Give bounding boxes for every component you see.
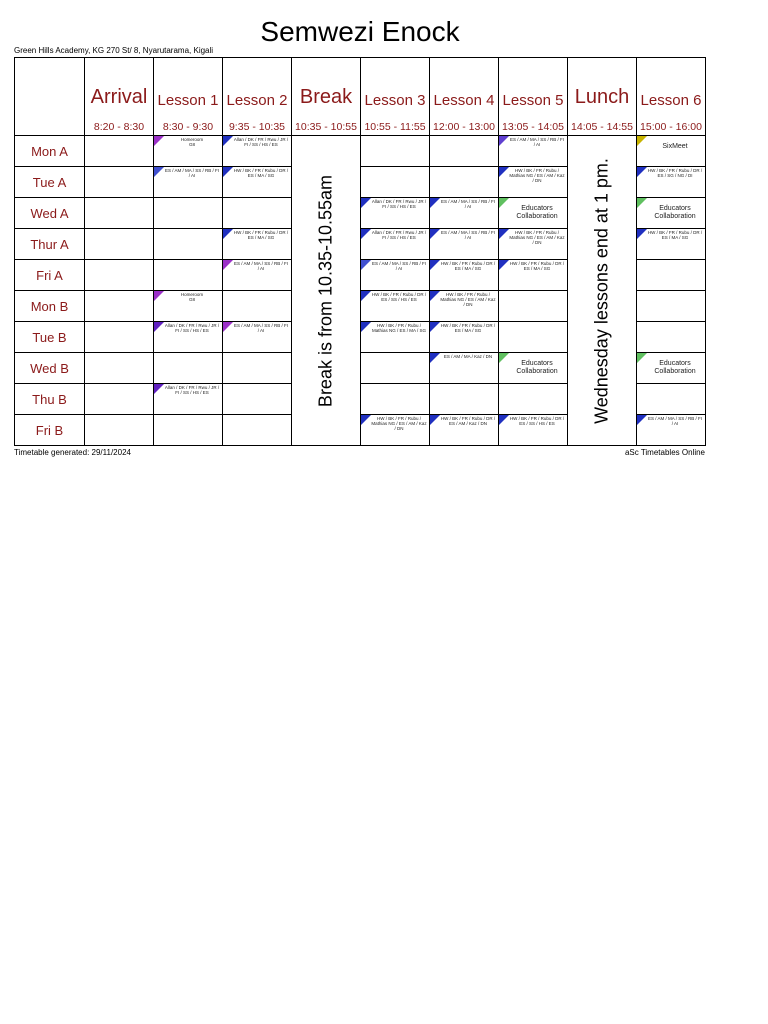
column-name: Lesson 4 [433, 92, 495, 109]
lesson-text: Homeroom G8 [180, 292, 204, 302]
column-header-lesson-3 [361, 58, 430, 136]
lesson-cell[interactable] [637, 353, 706, 384]
lesson-cell[interactable] [154, 291, 223, 322]
lesson-cell[interactable] [361, 291, 430, 322]
day-label: Thur A [15, 229, 85, 260]
lesson-text: HW / BK / FR / Rubu / DR / ES / SG / NG / DI [647, 168, 703, 178]
lesson-cell[interactable] [430, 229, 499, 260]
empty-cell [85, 167, 154, 198]
empty-cell [85, 136, 154, 167]
lesson-text: Educators Collaboration [516, 205, 558, 220]
lesson-cell[interactable] [499, 260, 568, 291]
subject-color-marker [499, 167, 509, 177]
lesson-text: HW / BK / FR / Rubu / DR / ES / MA / SG [440, 261, 496, 271]
school-address: Green Hills Academy, KG 270 St/ 8, Nyarutarama, Kigali [14, 46, 214, 55]
empty-cell [637, 260, 706, 291]
column-name: Lesson 2 [226, 92, 288, 109]
subject-color-marker [223, 322, 233, 332]
lesson-cell[interactable] [361, 198, 430, 229]
subject-color-marker [361, 198, 371, 208]
table-row [15, 136, 706, 167]
lesson-text: ES / AM / MA / SS / RB / FI / AI [440, 230, 495, 240]
lesson-text: HW / BK / FR / Rubu / Mathias NG / ES / AM / Kaz / DN [440, 292, 496, 307]
column-name: Lesson 1 [157, 92, 219, 109]
column-name: Lunch [574, 86, 630, 108]
lesson-cell[interactable] [499, 198, 568, 229]
lesson-cell[interactable] [361, 229, 430, 260]
lesson-cell[interactable] [637, 198, 706, 229]
lesson-cell[interactable] [223, 384, 292, 415]
lesson-cell[interactable] [154, 136, 223, 167]
lesson-text: Allan / DK / FR / Rwu / JR / FI / SS / HS / ES [164, 385, 220, 395]
corner-cell [15, 58, 85, 136]
lesson-cell[interactable] [223, 136, 292, 167]
column-time: 13:05 - 14:05 [502, 121, 564, 133]
lesson-cell[interactable] [223, 229, 292, 260]
subject-color-marker [430, 322, 440, 332]
timetable [14, 57, 706, 446]
column-header-arrival [85, 58, 154, 136]
subject-color-marker [637, 353, 647, 363]
lesson-text: Allan / DK / FR / Rwu / JR / FI / SS / HS / ES [233, 137, 289, 147]
empty-cell [85, 353, 154, 384]
lesson-cell[interactable] [637, 167, 706, 198]
empty-cell [154, 229, 223, 260]
empty-cell [637, 384, 706, 415]
column-time: 15:00 - 16:00 [640, 121, 702, 133]
subject-color-marker [637, 415, 647, 425]
empty-cell [223, 415, 292, 446]
column-time: 14:05 - 14:55 [571, 121, 633, 133]
lesson-cell[interactable] [499, 167, 568, 198]
lesson-text: HW / BK / FR / Rubu / Mathias NG / ES / AM / Kaz / DN [371, 416, 427, 431]
day-label: Mon B [15, 291, 85, 322]
lesson-text: HW / BK / FR / Rubu / DR / ES / SS / HS / ES [371, 292, 427, 302]
subject-color-marker [361, 322, 371, 332]
lesson-text: ES / AM / MA / SS / RB / FI / AI [233, 261, 288, 271]
lesson-text: HW / BK / FR / Rubu / DR / ES / MA / SG [233, 230, 289, 240]
empty-cell [85, 229, 154, 260]
lunch-column [568, 136, 637, 446]
subject-color-marker [361, 229, 371, 239]
lesson-text: Homeroom G8 [180, 137, 204, 147]
lesson-cell[interactable] [223, 260, 292, 291]
column-time: 8:20 - 8:30 [93, 121, 145, 133]
lesson-cell[interactable] [154, 384, 223, 415]
empty-cell [223, 353, 292, 384]
lesson-cell[interactable] [223, 167, 292, 198]
subject-color-marker [430, 229, 440, 239]
day-label: Wed A [15, 198, 85, 229]
column-header-lesson-4 [430, 58, 499, 136]
lesson-cell[interactable] [361, 260, 430, 291]
column-time: 10:55 - 11:55 [364, 121, 426, 133]
day-label: Fri A [15, 260, 85, 291]
day-label: Wed B [15, 353, 85, 384]
empty-cell [361, 353, 430, 384]
empty-cell [499, 322, 568, 353]
subject-color-marker [637, 167, 647, 177]
lesson-text: HW / BK / FR / Rubu / Mathias NG / ES / MA / SG [371, 323, 426, 333]
subject-color-marker [154, 291, 164, 301]
column-name: Break [299, 86, 353, 108]
header-row [15, 58, 706, 136]
column-name: Lesson 3 [364, 92, 426, 109]
lesson-text [223, 384, 291, 409]
subject-color-marker [637, 136, 647, 146]
subject-color-marker [499, 353, 509, 363]
subject-color-marker [430, 291, 440, 301]
brand-label: aSc Timetables Online [624, 448, 705, 457]
column-header-lesson-1 [154, 58, 223, 136]
subject-color-marker [430, 260, 440, 270]
subject-color-marker [499, 229, 509, 239]
empty-cell [637, 291, 706, 322]
empty-cell [499, 291, 568, 322]
lesson-cell[interactable] [430, 353, 499, 384]
lesson-cell[interactable] [154, 167, 223, 198]
empty-cell [154, 198, 223, 229]
lesson-text: HW / BK / FR / Rubu / DR / ES / MA / SG [440, 323, 496, 333]
empty-cell [85, 198, 154, 229]
column-time: 9:35 - 10:35 [228, 121, 286, 133]
page-title: Semwezi Enock [260, 16, 460, 47]
column-time: 8:30 - 9:30 [162, 121, 214, 133]
column-header-lunch [568, 58, 637, 136]
lesson-text: HW / BK / FR / Rubu / DR / ES / SS / HS / ES [509, 416, 565, 426]
day-label: Tue B [15, 322, 85, 353]
lesson-cell[interactable] [154, 322, 223, 353]
subject-color-marker [361, 260, 371, 270]
subject-color-marker [637, 229, 647, 239]
break-note: Break is from 10.35-10.55am [315, 174, 336, 407]
lesson-text: ES / AM / MA / SS / RB / FI / AI [371, 261, 426, 271]
subject-color-marker [499, 384, 509, 394]
column-time: 10:35 - 10:55 [295, 121, 357, 133]
empty-cell [85, 291, 154, 322]
lesson-cell[interactable] [499, 353, 568, 384]
lesson-text: HW / BK / FR / Rubu / DR / ES / MA / SG [647, 230, 703, 240]
column-header-lesson-5 [499, 58, 568, 136]
lesson-cell[interactable] [637, 415, 706, 446]
column-name: Arrival [90, 86, 148, 108]
subject-color-marker [223, 260, 233, 270]
lesson-text: HW / BK / FR / Rubu / DR / ES / MA / SG [509, 261, 565, 271]
lesson-text: HW / BK / FR / Rubu / DR / ES / MA / SG [233, 168, 289, 178]
empty-cell [223, 291, 292, 322]
lesson-cell[interactable] [361, 322, 430, 353]
empty-cell [361, 384, 430, 415]
empty-cell [85, 415, 154, 446]
break-column [292, 136, 361, 446]
subject-color-marker [361, 291, 371, 301]
lesson-cell[interactable] [499, 229, 568, 260]
empty-cell [361, 167, 430, 198]
empty-cell [430, 167, 499, 198]
lesson-cell[interactable] [637, 229, 706, 260]
lesson-cell[interactable] [430, 291, 499, 322]
lesson-cell[interactable] [499, 384, 568, 415]
subject-color-marker [154, 167, 164, 177]
day-label: Thu B [15, 384, 85, 415]
column-name: Lesson 6 [640, 92, 702, 109]
lesson-text: Allan / DK / FR / Rwu / JR / FI / SS / HS / ES [164, 323, 220, 333]
column-time: 12:00 - 13:00 [433, 121, 495, 133]
subject-color-marker [223, 167, 233, 177]
subject-color-marker [430, 198, 440, 208]
lesson-text: HW / BK / FR / Rubu / DR / ES / AM / Kaz / DN [440, 416, 496, 426]
subject-color-marker [154, 136, 164, 146]
subject-color-marker [430, 353, 440, 363]
day-label: Fri B [15, 415, 85, 446]
lesson-cell[interactable] [430, 322, 499, 353]
subject-color-marker [637, 198, 647, 208]
empty-cell [637, 322, 706, 353]
lesson-text: ES / AM / MA / SS / RB / FI / AI [164, 168, 219, 178]
lesson-text: Educators Collaboration [654, 360, 696, 375]
empty-cell [154, 415, 223, 446]
lesson-cell[interactable] [223, 322, 292, 353]
lesson-text: ES / AM / MA / SS / RB / FI / AI [440, 199, 495, 209]
empty-cell [85, 384, 154, 415]
subject-color-marker [499, 415, 509, 425]
lesson-text: HW / BK / FR / Rubu / Mathias NG / ES / AM / Kaz / DN [509, 168, 565, 183]
lesson-cell[interactable] [430, 384, 499, 415]
empty-cell [85, 322, 154, 353]
subject-color-marker [361, 415, 371, 425]
lesson-cell[interactable] [430, 198, 499, 229]
subject-color-marker [499, 198, 509, 208]
subject-color-marker [430, 384, 440, 394]
lesson-cell[interactable] [361, 415, 430, 446]
subject-color-marker [223, 229, 233, 239]
subject-color-marker [430, 415, 440, 425]
subject-color-marker [154, 322, 164, 332]
lesson-text: Educators Collaboration [516, 360, 558, 375]
lesson-text: SixMeet [662, 143, 688, 150]
lesson-text: Educators Collaboration [654, 205, 696, 220]
empty-cell [430, 136, 499, 167]
day-label: Tue A [15, 167, 85, 198]
lesson-text: Allan / DK / FR / Rwu / JR / FI / SS / HS / ES [371, 230, 427, 240]
lesson-text: HW / BK / FR / Rubu / Mathias NG / ES / AM / Kaz / DN [509, 230, 565, 245]
subject-color-marker [499, 260, 509, 270]
lunch-note: Wednesday lessons end at 1 pm. [591, 157, 612, 424]
lesson-text: ES / AM / MA / SS / RB / FI / AI [647, 416, 702, 426]
lesson-cell[interactable] [499, 415, 568, 446]
lesson-cell[interactable] [430, 415, 499, 446]
lesson-cell[interactable] [430, 260, 499, 291]
empty-cell [85, 260, 154, 291]
day-label: Mon A [15, 136, 85, 167]
lesson-text [499, 384, 567, 409]
lesson-text: Allan / DK / FR / Rwu / JR / FI / SS / HS / ES [371, 199, 427, 209]
empty-cell [154, 260, 223, 291]
column-header-lesson-6 [637, 58, 706, 136]
column-name: Lesson 5 [502, 92, 564, 109]
column-header-lesson-2 [223, 58, 292, 136]
empty-cell [361, 136, 430, 167]
empty-cell [223, 198, 292, 229]
lesson-cell[interactable] [499, 136, 568, 167]
lesson-text: ES / AM / MA / SS / RB / FI / AI [509, 137, 564, 147]
subject-color-marker [223, 136, 233, 146]
subject-color-marker [154, 384, 164, 394]
lesson-text: ES / AM / MA / SS / RB / FI / AI [233, 323, 288, 333]
empty-cell [154, 353, 223, 384]
lesson-text: ES / AM / MA / Kaz / DN [443, 354, 493, 359]
column-header-break [292, 58, 361, 136]
lesson-cell[interactable] [637, 136, 706, 167]
lesson-text [430, 384, 498, 409]
subject-color-marker [499, 136, 509, 146]
subject-color-marker [223, 384, 233, 394]
generated-date: Timetable generated: 29/11/2024 [14, 448, 131, 457]
